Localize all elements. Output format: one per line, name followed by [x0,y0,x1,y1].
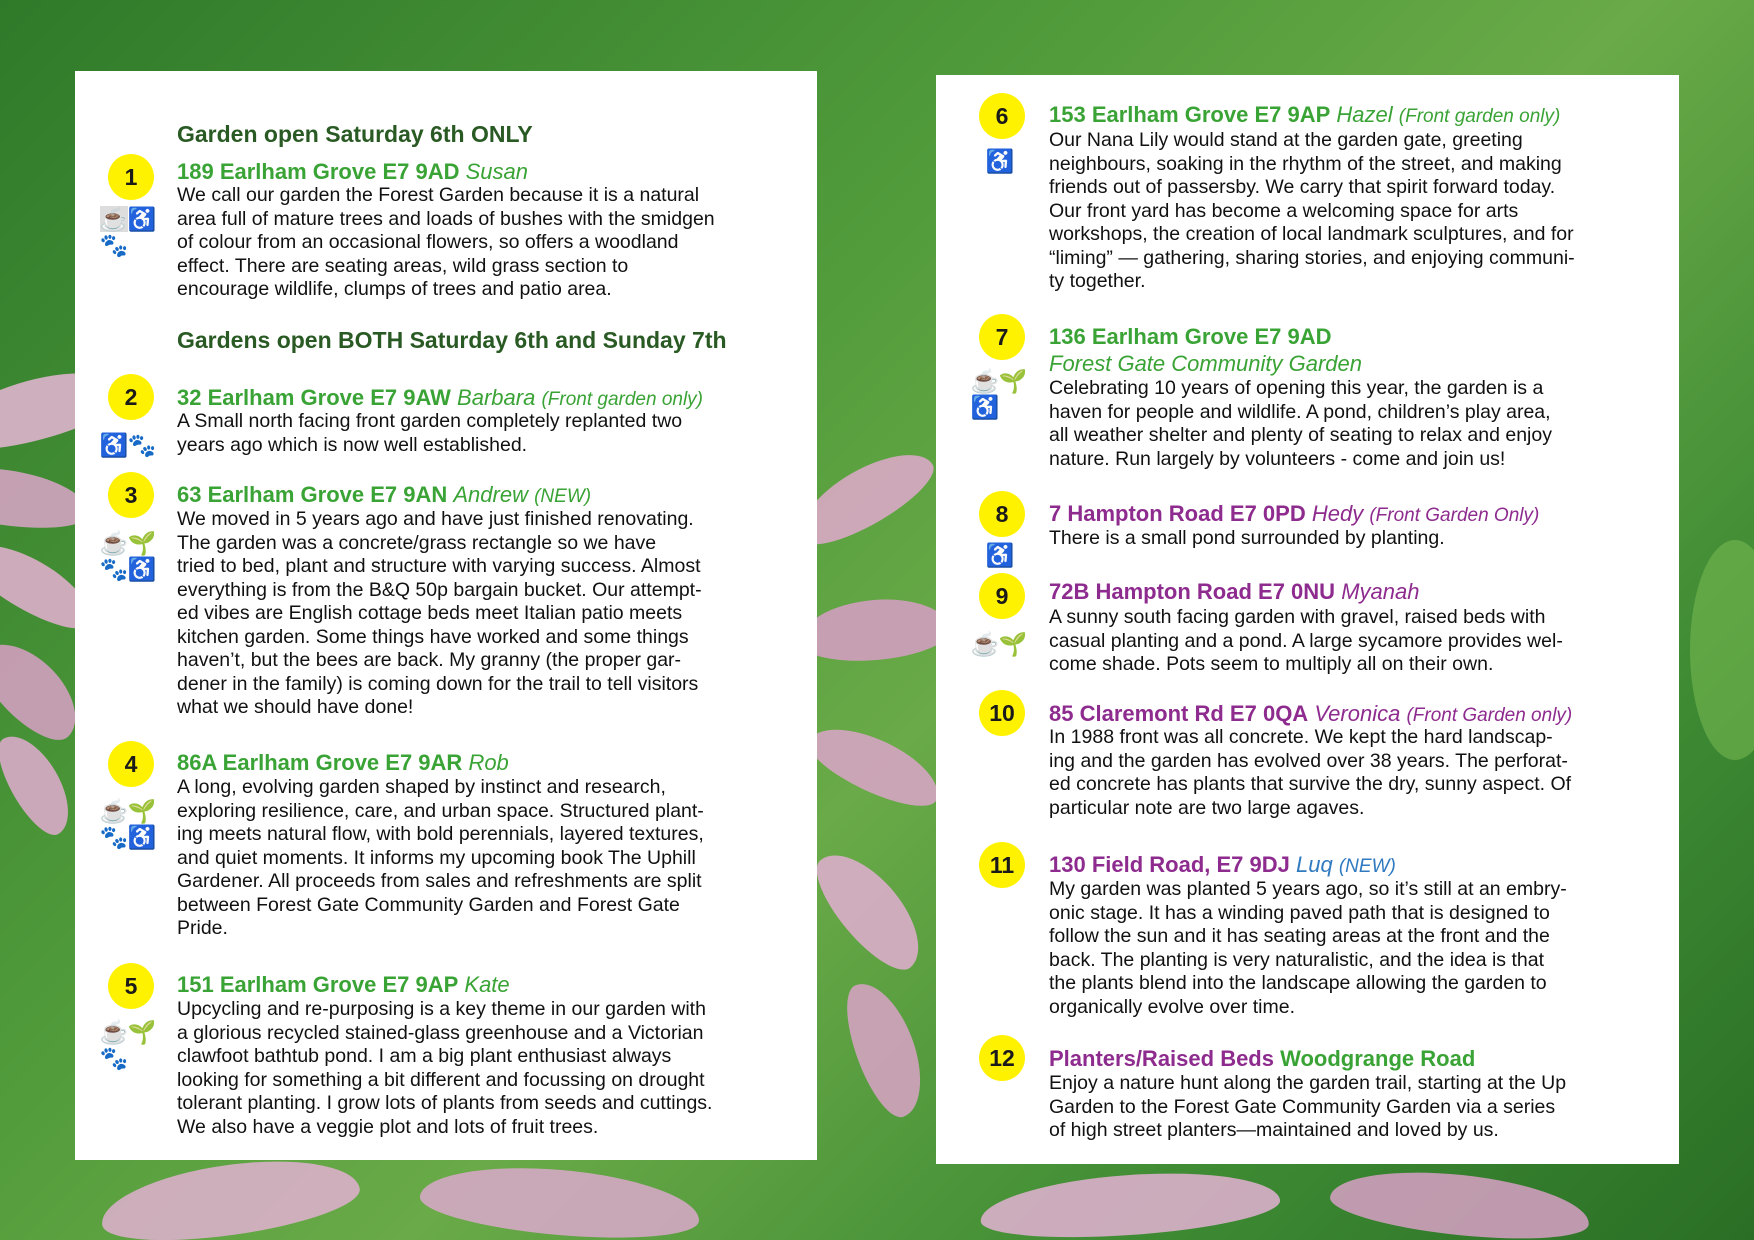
garden-host: Veronica [1314,701,1401,726]
garden-title [1049,851,1396,880]
teacup-icon: ☕ [99,205,129,232]
description-line: years ago which is now well established. [177,433,528,456]
teacup-icon: ☕ [970,630,1000,657]
garden-number-badge: 7 [979,314,1025,360]
plant-icon: 🌱 [127,529,157,556]
facility-icons [971,368,1031,420]
description-line: effect. There are seating areas, wild grass section to [177,254,629,277]
facility-icons [986,542,1016,568]
description-line: dener in the family) is coming down for the trail to tell visitors [177,672,699,695]
garden-address: 85 Claremont Rd E7 0QA [1049,701,1309,726]
description-line: kitchen garden. Some things have worked and some things [177,625,689,648]
description-line: follow the sun and it has seating areas at the front and the [1049,925,1550,947]
description-line: back. The planting is very naturalistic, and the idea is that [1049,948,1545,971]
wheelchair-icon: ♿ [99,431,129,458]
description-line: My garden was planted 5 years ago, so it’s still at an embry- [1049,878,1567,900]
facility-icons [986,148,1016,174]
garden-host: Barbara [457,385,536,410]
facility-icons [100,1019,160,1071]
garden-number-badge: 6 [979,93,1025,139]
description-line: onic stage. It has a winding paved path that is designed to [1049,901,1550,924]
teacup-icon: ☕ [99,1018,129,1045]
paw-icon: 🐾 [99,555,129,582]
description-line: exploring resilience, care, and urban space. Structured plant- [177,799,704,822]
plant-icon: 🌱 [127,797,157,824]
description-line: A long, evolving garden shaped by instinct and research, [177,776,666,798]
garden-host: Woodgrange Road [1280,1046,1476,1071]
description-line: of high street planters—maintained and loved by us. [1049,1119,1499,1141]
garden-description [177,776,704,941]
description-line: of colour from an occasional flowers, so offers a woodland [177,231,679,253]
garden-address: 136 Earlham Grove E7 9AD [1049,324,1332,349]
plant-icon: 🌱 [127,1018,157,1045]
facility-icons [100,530,160,582]
description-line: tolerant planting. I grow lots of plants from seeds and cuttings. [177,1092,713,1114]
garden-host: Luq [1296,852,1333,877]
garden-description [177,998,712,1139]
description-line: ed concrete has plants that survive the dry, sunny aspect. Of [1049,773,1572,795]
facility-icons [100,798,160,850]
garden-title [177,971,510,998]
garden-description [1049,129,1575,294]
heading-saturday-only: Garden open Saturday 6th ONLY [177,121,533,147]
garden-address: 86A Earlham Grove E7 9AR [177,750,463,775]
description-line: A sunny south facing garden with gravel, raised beds with [1049,606,1546,628]
description-line: Celebrating 10 years of opening this year, the garden is a [1049,377,1544,399]
paw-icon: 🐾 [99,231,129,258]
description-line: We also have a veggie plot and lots of fruit trees. [177,1115,599,1138]
description-line: and quiet moments. It informs my upcoming book The Uphill [177,846,696,869]
paw-icon: 🐾 [127,431,157,458]
garden-number-badge: 1 [108,154,154,200]
description-line: haven for people and wildlife. A pond, children’s play area, [1049,400,1551,423]
garden-note: (Front garden only) [1398,106,1561,127]
garden-host: Kate [464,972,510,997]
garden-description [1049,377,1552,471]
garden-title [1049,578,1419,605]
garden-host: Andrew [453,482,528,507]
garden-host: Rob [468,750,509,775]
description-line: ty together. [1049,270,1146,292]
description-line: Enjoy a nature hunt along the garden trail, starting at the Up [1049,1072,1567,1094]
garden-address: 32 Earlham Grove E7 9AW [177,385,451,410]
wheelchair-icon: ♿ [127,555,157,582]
garden-address: 72B Hampton Road E7 0NU [1049,579,1336,604]
garden-description [1049,606,1563,677]
garden-description [1049,878,1567,1019]
wheelchair-icon: ♿ [970,393,1000,420]
description-line: Garden to the Forest Gate Community Garden via a series [1049,1095,1556,1118]
description-line: everything is from the B&Q 50p bargain bucket. Our attempt- [177,578,702,601]
garden-number-badge: 10 [979,690,1025,736]
description-line: ing meets natural flow, with bold perennials, layered textures, [177,823,704,845]
description-line: neighbours, soaking in the rhythm of the street, and making [1049,152,1562,175]
teacup-icon: ☕ [99,797,129,824]
garden-host: Hazel [1336,102,1393,127]
garden-title [177,481,591,510]
description-line: Pride. [177,917,228,939]
garden-note: (NEW) [534,486,592,507]
garden-number-badge: 8 [979,491,1025,537]
description-line: ing and the garden has evolved over 38 years. The perforat- [1049,749,1568,772]
heading-both-days: Gardens open BOTH Saturday 6th and Sunday 7th [177,327,727,353]
garden-address: 130 Field Road, E7 9DJ [1049,852,1290,877]
garden-address: 151 Earlham Grove E7 9AP [177,972,459,997]
description-line: Our front yard has become a welcoming space for arts [1049,199,1519,222]
description-line: all weather shelter and plenty of seating to relax and enjoy [1049,424,1552,446]
garden-title [1049,101,1560,130]
garden-number-badge: 9 [979,573,1025,619]
description-line: workshops, the creation of local landmark sculptures, and for [1049,223,1574,245]
paw-icon: 🐾 [99,823,129,850]
description-line: the plants blend into the landscape allowing the garden to [1049,972,1547,994]
description-line: between Forest Gate Community Garden and Forest Gate [177,893,680,916]
description-line: A Small north facing front garden completely replanted two [177,410,683,432]
description-line: “liming” — gathering, sharing stories, and enjoying communi- [1049,246,1575,269]
description-line: looking for something a bit different and focussing on drought [177,1068,705,1091]
wheelchair-icon: ♿ [985,541,1015,568]
description-line: tried to bed, plant and structure with varying success. Almost [177,555,701,577]
garden-title [1049,1045,1475,1072]
description-line: what we should have done! [177,696,414,718]
description-line: friends out of passersby. We carry that spirit forward today. [1049,176,1556,198]
garden-address: 7 Hampton Road E7 0PD [1049,501,1306,526]
description-line: organically evolve over time. [1049,995,1296,1018]
garden-description [1049,1072,1566,1143]
facility-icons [971,631,1031,657]
garden-host: Hedy [1311,501,1364,526]
description-line: nature. Run largely by volunteers - come and join us! [1049,447,1506,470]
garden-address: 63 Earlham Grove E7 9AN [177,482,448,507]
garden-note: (Front Garden Only) [1369,505,1540,526]
garden-title [1049,323,1362,377]
description-line: particular note are two large agaves. [1049,796,1365,819]
garden-description [177,184,715,302]
garden-note: (Front Garden only) [1406,705,1573,726]
description-line: haven’t, but the bees are back. My granny (the proper gar- [177,649,682,671]
plant-icon: 🌱 [998,367,1028,394]
description-line: Upcycling and re-purposing is a key theme in our garden with [177,998,706,1020]
garden-title [177,384,703,413]
garden-note: (NEW) [1338,856,1396,877]
description-line: We call our garden the Forest Garden because it is a natural [177,184,700,206]
description-line: In 1988 front was all concrete. We kept the hard landscap- [1049,726,1553,748]
description-line: The garden was a concrete/grass rectangle so we have [177,531,657,554]
description-line: ed vibes are English cottage beds meet Italian patio meets [177,602,683,624]
garden-title [1049,700,1572,729]
garden-number-badge: 12 [979,1035,1025,1081]
wheelchair-icon: ♿ [127,205,157,232]
garden-address: 153 Earlham Grove E7 9AP [1049,102,1331,127]
description-line: area full of mature trees and loads of bushes with the smidgen [177,207,715,230]
facility-icons [100,432,160,458]
garden-description [177,508,702,720]
garden-description [177,410,682,457]
garden-number-badge: 4 [108,741,154,787]
garden-number-badge: 3 [108,472,154,518]
wheelchair-icon: ♿ [127,823,157,850]
garden-description [1049,726,1571,820]
garden-title [177,158,528,185]
description-line: a glorious recycled stained-glass greenhouse and a Victorian [177,1021,704,1044]
wheelchair-icon: ♿ [985,147,1015,174]
teacup-icon: ☕ [99,529,129,556]
description-line: come shade. Pots seem to multiply all on their own. [1049,653,1494,675]
description-line: Gardener. All proceeds from sales and refreshments are split [177,870,702,892]
garden-title [1049,500,1539,529]
garden-description [1049,527,1445,551]
garden-number-badge: 11 [979,842,1025,888]
garden-host: Myanah [1341,579,1420,604]
description-line: casual planting and a pond. A large sycamore provides wel- [1049,629,1563,652]
description-line: Our Nana Lily would stand at the garden gate, greeting [1049,129,1523,151]
teacup-icon: ☕ [970,367,1000,394]
plant-icon: 🌱 [998,630,1028,657]
garden-host: Forest Gate Community Garden [1049,351,1363,376]
garden-note: (Front garden only) [541,389,704,410]
facility-icons [100,206,160,258]
description-line: encourage wildlife, clumps of trees and patio area. [177,278,612,300]
garden-host: Susan [465,159,528,184]
garden-address: 189 Earlham Grove E7 9AD [177,159,460,184]
garden-address: Planters/Raised Beds [1049,1046,1274,1071]
garden-number-badge: 5 [108,963,154,1009]
paw-icon: 🐾 [99,1044,129,1071]
description-line: There is a small pond surrounded by planting. [1049,527,1445,549]
description-line: clawfoot bathtub pond. I am a big plant enthusiast always [177,1045,672,1067]
garden-number-badge: 2 [108,374,154,420]
description-line: We moved in 5 years ago and have just finished renovating. [177,508,694,530]
garden-title [177,749,509,776]
